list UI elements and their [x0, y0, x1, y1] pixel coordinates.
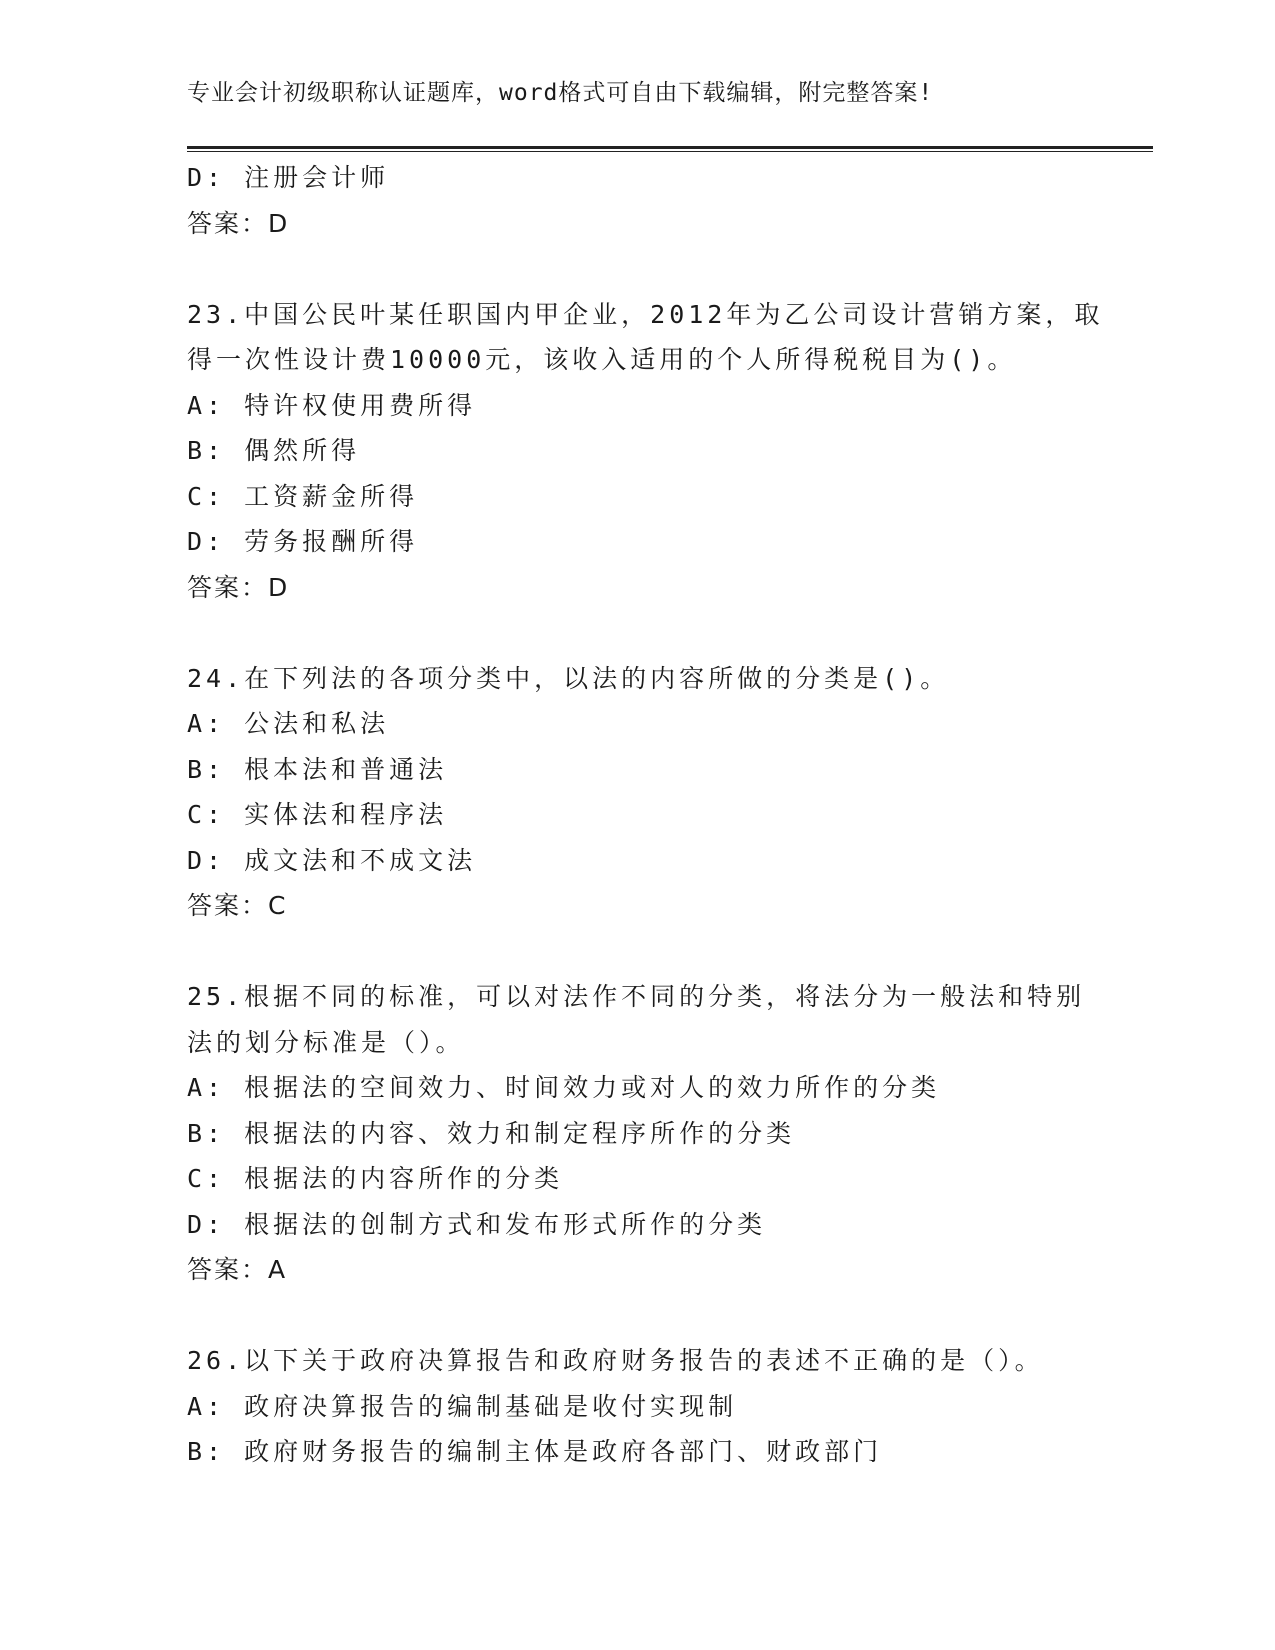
option-a: A: 政府决算报告的编制基础是收付实现制: [187, 1391, 738, 1421]
question-stem: 24.在下列法的各项分类中，以法的内容所做的分类是()。: [187, 663, 950, 693]
question-stem: 23.中国公民叶某任职国内甲企业，2012年为乙公司设计营销方案，取: [187, 299, 1104, 329]
header-rule-thick: [187, 146, 1153, 149]
question-stem: 25.根据不同的标准，可以对法作不同的分类，将法分为一般法和特别: [187, 982, 1086, 1011]
spacer: [187, 1293, 1087, 1339]
spacer: [187, 929, 1087, 975]
question-stem: 26.以下关于政府决算报告和政府财务报告的表述不正确的是（）。: [187, 1346, 1044, 1375]
option-b: B: 根据法的内容、效力和制定程序所作的分类: [187, 1118, 796, 1148]
header-rule-thin: [187, 151, 1153, 152]
question-25: [187, 974, 1087, 1293]
option-b: B: 根本法和普通法: [187, 754, 448, 784]
option-d: D: 注册会计师: [187, 163, 390, 192]
option-b: B: 偶然所得: [187, 436, 361, 465]
spacer: [187, 610, 1087, 656]
option-a: A: 特许权使用费所得: [187, 390, 477, 420]
option-a: A: 根据法的空间效力、时间效力或对人的效力所作的分类: [187, 1073, 941, 1102]
option-b: B: 政府财务报告的编制主体是政府各部门、财政部门: [187, 1437, 883, 1466]
answer-line: 答案：A: [187, 1255, 288, 1284]
page-header: 专业会计初级职称认证题库，word格式可自由下载编辑，附完整答案!: [187, 80, 934, 106]
question-stem: 得一次性设计费10000元，该收入适用的个人所得税税目为()。: [187, 345, 1017, 374]
question-stem: 法的划分标准是（）。: [187, 1027, 465, 1057]
question-24: [187, 656, 1087, 929]
option-d: D: 成文法和不成文法: [187, 845, 477, 875]
answer-line: 答案：D: [187, 572, 290, 602]
spacer: [187, 246, 1087, 292]
option-c: C: 工资薪金所得: [187, 481, 419, 511]
option-c: C: 根据法的内容所作的分类: [187, 1164, 564, 1193]
question-content: [187, 155, 1104, 1475]
answer-line: 答案：D: [187, 208, 290, 238]
question-23: [187, 292, 1104, 611]
answer-line: 答案：C: [187, 891, 288, 920]
option-a: A: 公法和私法: [187, 709, 390, 738]
option-d: D: 根据法的创制方式和发布形式所作的分类: [187, 1209, 767, 1239]
option-d: D: 劳务报酬所得: [187, 527, 419, 556]
option-c: C: 实体法和程序法: [187, 800, 448, 829]
question-26: [187, 1338, 1087, 1475]
